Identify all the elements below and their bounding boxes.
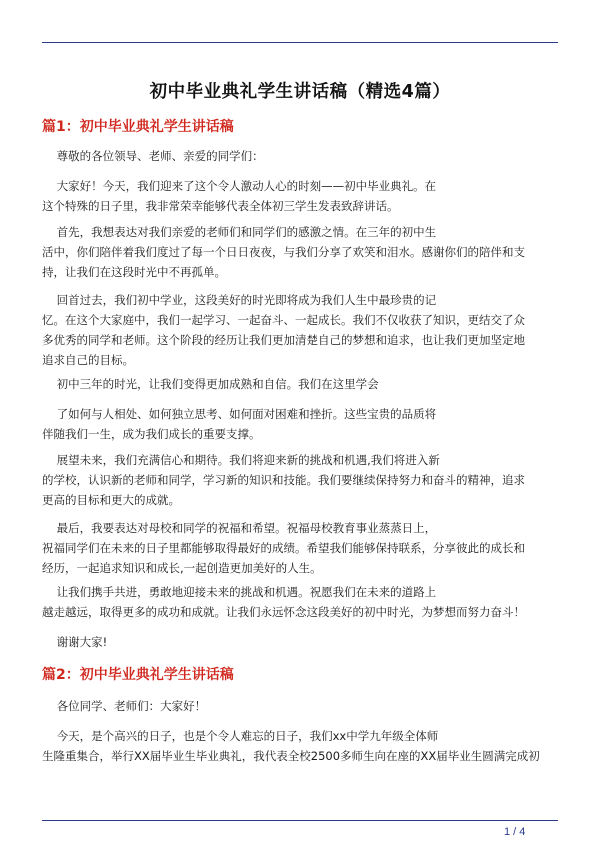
text-line: 尊敬的各位领导、老师、亲爱的同学们：: [42, 149, 264, 163]
paragraph: [42, 518, 562, 578]
paragraph: [42, 290, 562, 370]
text-line: 展望未来，我们充满信心和期待。我们将迎来新的挑战和机遇,我们将进入新: [42, 453, 440, 467]
section-heading: 篇2：初中毕业典礼学生讲话稿: [42, 667, 234, 683]
text-line: 更高的目标和更大的成就。: [42, 493, 180, 507]
text-line: 生隆重集合，举行XX届毕业生毕业典礼，我代表全校2500多师生向在座的XX届毕业生圆满完成初: [42, 749, 540, 763]
text-line: 这个特殊的日子里，我非常荣幸能够代表全体初三学生发表致辞讲话。: [42, 199, 399, 213]
text-line: 了如何与人相处、如何独立思考、如何面对困难和挫折。这些宝贵的品质将: [42, 407, 437, 421]
text-line: 越走越远，取得更多的成功和成就。让我们永远怀念这段美好的初中时光，为梦想而努力奋斗！: [42, 605, 525, 619]
paragraph: [42, 374, 562, 394]
page-indicator: 1 / 4: [504, 826, 526, 838]
text-line: 经历，一起追求知识和成长,一起创造更加美好的人生。: [42, 561, 322, 575]
paragraph: [42, 696, 562, 716]
text-line: 回首过去，我们初中学业，这段美好的时光即将成为我们人生中最珍贵的记: [42, 293, 437, 307]
text-line: 首先，我想表达对我们亲爱的老师们和同学们的感激之情。在三年的初中生: [42, 225, 437, 239]
text-line: 多优秀的同学和老师。这个阶段的经历让我们更加清楚自己的梦想和追求，也让我们更加坚定地: [42, 333, 525, 347]
text-line: 活中，你们陪伴着我们度过了每一个日日夜夜，与我们分享了欢笑和泪水。感谢你们的陪伴和支: [42, 245, 525, 259]
paragraph: [42, 146, 562, 166]
text-line: 谢谢大家!: [42, 635, 108, 649]
text-line: 追求自己的目标。: [42, 353, 134, 367]
text-line: 让我们携手共进，勇敢地迎接未来的挑战和机遇。祝愿我们在未来的道路上: [42, 585, 437, 599]
paragraph: [42, 726, 562, 766]
text-line: 持，让我们在这段时光中不再孤单。: [42, 265, 226, 279]
text-line: 今天，是个高兴的日子，也是个令人难忘的日子，我们xx中学九年级全体师: [42, 729, 439, 743]
section-heading: 篇1：初中毕业典礼学生讲话稿: [42, 119, 234, 135]
paragraph: [42, 632, 562, 652]
text-line: 的学校，认识新的老师和同学，学习新的知识和技能。我们要继续保持努力和奋斗的精神，追求: [42, 473, 525, 487]
text-line: 伴随我们一生，成为我们成长的重要支撑。: [42, 427, 261, 441]
document-title: 初中毕业典礼学生讲话稿（精选4篇）: [149, 82, 451, 102]
paragraph: [42, 450, 562, 510]
paragraph: [42, 404, 562, 444]
text-line: 大家好！今天，我们迎来了这个令人激动人心的时刻——初中毕业典礼。在: [42, 179, 437, 193]
text-line: 忆。在这个大家庭中，我们一起学习、一起奋斗、一起成长。我们不仅收获了知识，更结交了众: [42, 313, 525, 327]
text-line: 初中三年的时光，让我们变得更加成熟和自信。我们在这里学会: [42, 377, 379, 391]
paragraph: [42, 176, 562, 216]
text-line: 各位同学、老师们：大家好！: [42, 699, 207, 713]
text-line: 祝福同学们在未来的日子里都能够取得最好的成绩。希望我们能够保持联系，分享彼此的成长和: [42, 541, 525, 555]
paragraph: [42, 582, 562, 622]
text-line: 最后，我要表达对母校和同学的祝福和希望。祝福母校教育事业蒸蒸日上，: [42, 521, 437, 535]
footer-rule: [42, 820, 558, 821]
header-rule: [42, 42, 558, 43]
paragraph: [42, 222, 562, 282]
